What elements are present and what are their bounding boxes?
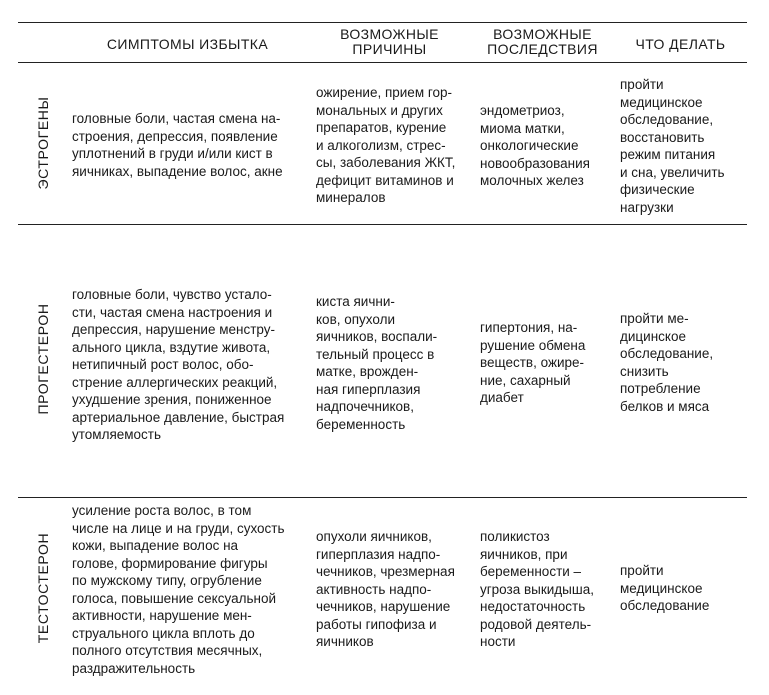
table-rule-row2 [18, 497, 747, 498]
row-progesterone-actions: пройти ме- дицинское обследование, снизить потребление белков и мяса [620, 311, 714, 414]
row-testosterone-symptoms: усиление роста волос, в том числе на лице и на груди, сухость кожи, выпадение волос на голове, формирование фигуры по мужскому типу, огрубление голоса, повышение сексуальной активности, нарушение мен- струального цикла вплоть до полного отсутствия месячных, раздражительность [72, 503, 285, 676]
row-label-testosterone: ТЕСТОСТЕРОН [35, 532, 51, 644]
row-estrogens-actions: пройти медицинское обследование, восстановить режим питания и сна, увеличить физические нагрузки [620, 77, 725, 215]
row-estrogens-consequences: эндометриоз, миома матки, онкологические новообразования молочных желез [480, 103, 590, 188]
row-testosterone-actions: пройти медицинское обследование [620, 563, 710, 613]
table-rule-top [18, 22, 747, 23]
row-progesterone-causes: киста яични- ков, опухоли яичников, воспали- тельный процесс в матке, врожден- ная гиперплазия надпочечников, беременность [316, 294, 438, 432]
header-consequences: ВОЗМОЖНЫЕ ПОСЛЕДСТВИЯ [487, 26, 598, 57]
row-label-progesterone: ПРОГЕСТЕРОН [35, 303, 51, 415]
header-actions: ЧТО ДЕЛАТЬ [635, 36, 726, 52]
header-causes: ВОЗМОЖНЫЕ ПРИЧИНЫ [340, 26, 439, 57]
row-progesterone-symptoms: головные боли, чувство устало- сти, частая смена настроения и депрессия, нарушение менстру- ального цикла, вздутие живота, нетипичный рост волос, обо- стрение аллергических реакций, ухудшение зрения, пониженное артериальное давление, быстрая утомляемость [72, 287, 285, 442]
row-testosterone-consequences: поликистоз яичников, при беременности – угроза выкидыша, недостаточность родовой деятель- ности [480, 529, 594, 649]
row-estrogens-causes: ожирение, прием гор- мональных и других препаратов, курение и алкоголизм, стрес- сы, заболевания ЖКТ, дефицит витаминов и минералов [316, 85, 456, 205]
header-symptoms: СИМПТОМЫ ИЗБЫТКА [106, 36, 269, 52]
table-rule-header [18, 62, 747, 63]
row-estrogens-symptoms: головные боли, частая смена на- строения, депрессия, появление уплотнений в груди и/или кист в яичниках, выпадение волос, акне [72, 111, 283, 179]
row-label-estrogens: ЭСТРОГЕНЫ [35, 96, 51, 190]
row-testosterone-causes: опухоли яичников, гиперплазия надпо- чечников, чрезмерная активность надпо- чечников, нарушение работы гипофиза и яичников [316, 529, 455, 649]
row-progesterone-consequences: гипертония, на- рушение обмена веществ, ожире- ние, сахарный диабет [480, 320, 586, 405]
table-rule-row1 [18, 224, 747, 225]
